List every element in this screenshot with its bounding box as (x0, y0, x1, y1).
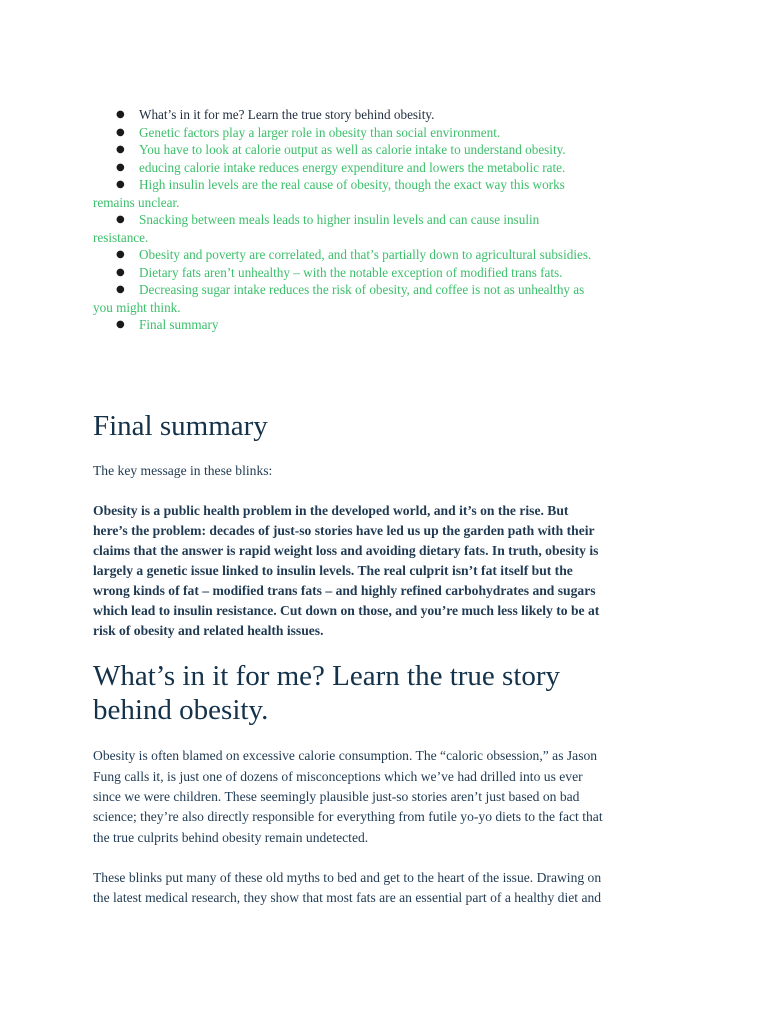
bullet-icon: ● (116, 109, 125, 120)
toc-item[interactable] (93, 141, 678, 159)
section-heading-line: What’s in it for me? Learn the true story (93, 660, 561, 693)
key-message-line: which lead to insulin resistance. Cut down on those, and you’re much less likely to be at (93, 603, 600, 619)
toc-item[interactable] (93, 264, 678, 282)
body-line: science; they’re also directly responsible for everything from futile yo-yo diets to the fact that (93, 809, 603, 825)
bullet-icon: ● (116, 266, 125, 278)
bullet-icon: ● (116, 319, 125, 330)
body-line: These blinks put many of these old myths to bed and get to the heart of the issue. Drawing on (93, 869, 602, 885)
key-message-line: here’s the problem: decades of just-so stories have led us up the garden path with their (93, 522, 595, 538)
key-message-line: wrong kinds of fat – modified trans fats – and highly refined carbohydrates and sugars (93, 583, 596, 599)
toc-item-text: What’s in it for me? Learn the true story behind obesity. (139, 107, 435, 122)
bullet-icon: ● (116, 214, 125, 225)
body-paragraph (93, 746, 678, 847)
key-message-line: largely a genetic issue linked to insulin levels. The real culprit isn’t fat itself but the (93, 563, 573, 579)
toc-item-link[interactable]: Final summary (139, 317, 219, 332)
toc-item[interactable] (93, 124, 678, 142)
bullet-icon: ● (116, 284, 125, 295)
bullet-icon: ● (116, 249, 125, 260)
toc-item[interactable] (93, 106, 678, 124)
body-line: since we were children. These seemingly plausible just-so stories aren’t just based on bad (93, 789, 580, 805)
toc-item-link[interactable]: Dietary fats aren’t unhealthy – with the notable exception of modified trans fats. (139, 264, 563, 280)
final-summary-heading: Final summary (93, 409, 268, 442)
bullet-icon: ● (116, 144, 125, 155)
key-message-paragraph (93, 501, 678, 642)
document-page (93, 106, 678, 909)
body-line: Fung calls it, is just one of dozens of misconceptions which we’ve had drilled into us ever (93, 768, 583, 784)
toc-item[interactable] (93, 281, 678, 316)
toc-item-link[interactable]: Snacking between meals leads to higher insulin levels and can cause insulin (139, 212, 540, 227)
toc-item-link[interactable]: Genetic factors play a larger role in obesity than social environment. (139, 124, 501, 140)
toc-item-link-continuation[interactable]: resistance. (93, 229, 149, 245)
toc-item[interactable] (93, 159, 678, 177)
bullet-icon: ● (116, 126, 125, 138)
toc-item-link[interactable]: You have to look at calorie output as well as calorie intake to understand obesity. (139, 142, 566, 157)
body-line: Obesity is often blamed on excessive calorie consumption. The “caloric obsession,” as Jason (93, 748, 598, 764)
section-heading (93, 659, 678, 727)
toc-item[interactable] (93, 246, 678, 264)
toc-item-link[interactable]: Decreasing sugar intake reduces the risk of obesity, and coffee is not as unhealthy as (139, 282, 585, 297)
key-message-intro: The key message in these blinks: (93, 462, 273, 478)
table-of-contents (93, 106, 678, 334)
toc-item-link[interactable]: High insulin levels are the real cause of obesity, though the exact way this works (139, 177, 565, 192)
toc-item[interactable] (93, 316, 678, 334)
body-paragraph (93, 868, 678, 909)
bullet-icon: ● (116, 161, 125, 173)
toc-item[interactable] (93, 211, 678, 246)
toc-item[interactable] (93, 176, 678, 211)
body-line: the true culprits behind obesity remain undetected. (93, 829, 369, 845)
key-message-line: risk of obesity and related health issues. (93, 623, 324, 639)
key-message-line: Obesity is a public health problem in the developed world, and it’s on the rise. But (93, 502, 569, 518)
toc-item-link[interactable]: educing calorie intake reduces energy expenditure and lowers the metabolic rate. (139, 159, 566, 175)
toc-item-link-continuation[interactable]: you might think. (93, 299, 181, 315)
section-heading-line: behind obesity. (93, 694, 269, 727)
toc-item-link-continuation[interactable]: remains unclear. (93, 194, 180, 210)
body-line: the latest medical research, they show that most fats are an essential part of a healthy diet and (93, 890, 602, 906)
key-message-line: claims that the answer is rapid weight loss and avoiding dietary fats. In truth, obesity is (93, 542, 599, 558)
toc-item-link[interactable]: Obesity and poverty are correlated, and that’s partially down to agricultural subsidies. (139, 247, 592, 262)
bullet-icon: ● (116, 179, 125, 190)
